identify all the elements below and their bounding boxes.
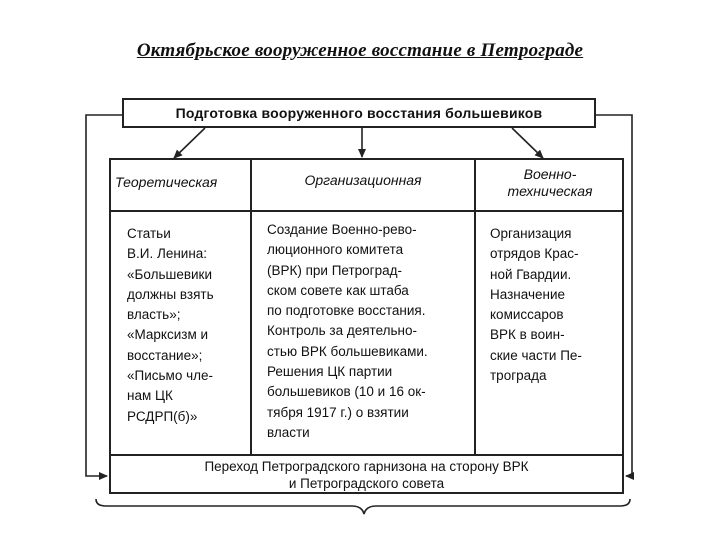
preparation-box [122, 98, 596, 128]
column-body-theoretical: Статьи В.И. Ленина: «Большевики должны взять власть»; «Марксизм и восстание»; «Письмо чле- нам ЦК РСДРП(б)» [127, 226, 214, 424]
page-title: Октябрьское вооруженное восстание в Петрограде [136, 40, 584, 61]
column-divider-2 [474, 160, 476, 454]
column-divider-1 [250, 160, 252, 454]
column-header-organizational: Организационная [304, 172, 422, 188]
bottom-brace [96, 499, 630, 514]
column-body-organizational: Создание Военно-рево- люционного комитета (ВРК) при Петроград- ском совете как штаба по подготовке восстания. Контроль за деятельно- стью ВРК большевиками. Решения ЦК партии большевиков (10 и 16 ок- тября 1917 г.) о взятии власти [267, 222, 428, 440]
column-body-military: Организация отрядов Крас- ной Гвардии. Назначение комиссаров ВРК в воин- ские части Пе- трограда [490, 226, 582, 384]
header-divider [111, 210, 622, 212]
arrow-to-theoretical [174, 128, 205, 158]
arrow-to-military [512, 128, 543, 158]
column-header-theoretical: Теоретическая [115, 174, 218, 190]
bottom-divider [111, 454, 622, 456]
garrison-transition-text: Переход Петроградского гарнизона на сторону ВРК и Петроградского совета [204, 459, 529, 491]
preparation-box-label: Подготовка вооруженного восстания большевиков [175, 105, 543, 121]
preparation-table [109, 158, 624, 494]
column-header-military: Военно- техническая [507, 166, 593, 199]
